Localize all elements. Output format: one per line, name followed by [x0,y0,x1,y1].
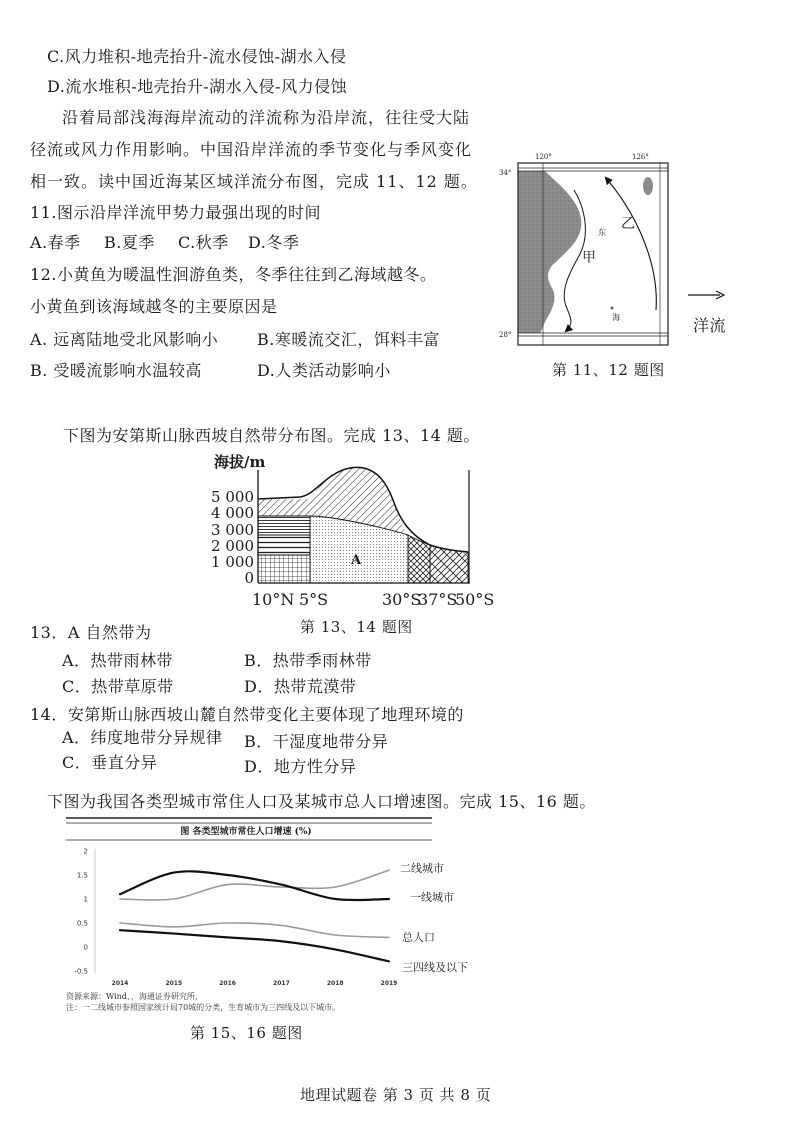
land-area [518,171,581,333]
q12-stem-line-1: 12.小黄鱼为暖温性洄游鱼类，冬季往往到乙海域越冬。 [30,265,437,284]
q13-option-b: B．热带季雨林带 [244,651,372,670]
x-tick-group [112,980,398,987]
q13-option-c: C．热带草原带 [62,677,174,696]
y-tick-group [74,848,88,976]
x-tick-label: 2019 [380,980,398,987]
page-footer: 地理试题卷 第 3 页 共 8 页 [300,1086,492,1104]
q11-stem: 11.图示沿岸洋流甲势力最强出现的时间 [30,203,321,222]
x-tick-label: 2018 [326,980,344,987]
q11-option-b: B.夏季 [104,233,155,252]
series-line-3 [120,923,389,937]
x-tick-label: 2017 [273,980,290,987]
y-tick-label: 0.5 [76,919,88,928]
series-group [120,870,389,961]
lat-label-bottom: 28° [499,331,512,339]
intro-11-12-line-2: 径流或风力作用影响。中国沿岸洋流的季节变化与季风变化 [30,140,473,159]
q12-option-a: A. 远离陆地受北风影响小 [30,330,219,349]
q14-stem: 14．安第斯山脉西坡山麓自然带变化主要体现了地理环境的 [30,705,464,724]
y-tick-label: 1 [83,895,88,904]
q12-option-b: B.寒暖流交汇，饵料丰富 [257,330,440,349]
x-label-37s: 37°S [418,590,458,609]
x-tick-label: 2016 [219,980,236,987]
zone-left-top [258,499,310,516]
q10-option-c: C.风力堆积-地壳抬升-流水侵蚀-湖水入侵 [47,47,347,66]
y-axis-label: 海拔/m [214,453,266,471]
q12-option-c: B. 受暖流影响水温较高 [30,361,202,380]
y-tick-label: 0 [83,943,88,952]
q12-option-d: D.人类活动影响小 [257,361,391,380]
warm-current-arrow [606,178,656,310]
intro-15-16: 下图为我国各类型城市常住人口及某城市总人口增速图。完成 15、16 题。 [47,792,596,811]
sea-label-1: 东 [598,228,606,237]
zone-left-bottom [258,555,310,583]
y-tick-1000: 1 000 [211,553,254,571]
chart-source: 资源来源：Wind、，海通证券研究所， [66,992,203,1001]
q14-option-a: A．纬度地带分异规律 [62,728,223,747]
lon-label-left: 120° [535,153,552,161]
y-tick-0: 0 [244,569,254,587]
label-jia: 甲 [582,250,596,266]
y-tick-label: 2 [83,847,88,856]
legend-label: 洋流 [693,316,727,335]
intro-13-14: 下图为安第斯山脉西坡自然带分布图。完成 13、14 题。 [63,426,480,445]
y-tick-4000: 4 000 [211,504,254,522]
q12-stem-line-2: 小黄鱼到该海域越冬的主要原因是 [30,297,278,316]
y-tick-label: 1.5 [76,871,88,880]
chart-title: 图 各类型城市常住人口增速 (%) [180,827,312,837]
series-line-4 [120,930,389,961]
y-tick-2000: 2 000 [211,537,254,555]
series-label-total: 总人口 [402,931,435,944]
x-tick-label: 2014 [111,980,129,987]
intro-11-12-line-3: 相一致。读中国近海某区域洋流分布图，完成 11、12 题。 [30,172,478,191]
q13-option-a: A．热带雨林带 [62,651,174,670]
q13-option-d: D．热带荒漠带 [244,677,357,696]
y-tick-3000: 3 000 [211,521,254,539]
series-line-1 [120,870,389,900]
figure-13-14-caption: 第 13、14 题图 [300,618,413,636]
island [643,177,653,195]
series-label-third-fourth-tier: 三四线及以下 [402,961,468,974]
q14-option-d: D．地方性分异 [244,757,357,776]
q11-option-a: A.春季 [30,233,81,252]
y-tick-5000: 5 000 [211,488,254,506]
q10-option-d: D.流水堆积-地壳抬升-湖水入侵-风力侵蚀 [47,77,348,96]
zone-left-middle [258,535,310,555]
lat-label-top: 34° [499,169,512,177]
q13-stem: 13．A 自然带为 [30,623,152,642]
y-tick-label: -0.5 [74,967,88,976]
series-label-second-tier: 二线城市 [400,862,444,875]
x-label-10n: 10°N [252,590,295,609]
x-label-50s: 50°S [455,590,495,609]
q14-option-b: B．干湿度地带分异 [244,732,389,751]
q14-option-c: C．垂直分异 [62,753,158,772]
legend-current-arrow-icon [684,288,728,302]
andes-zone-diagram [200,445,510,615]
small-island [611,307,614,310]
population-growth-chart [60,812,480,992]
q11-option-c: C.秋季 [178,233,229,252]
series-label-first-tier: 一线城市 [410,891,454,904]
lon-label-right: 126° [632,153,649,161]
figure-15-16-caption: 第 15、16 题图 [190,1024,303,1042]
x-label-5s: 5°S [299,590,329,609]
sea-label-2: 海 [612,313,620,322]
q11-option-d: D.冬季 [248,233,300,252]
label-yi: 乙 [621,216,635,232]
ocean-current-map [495,145,675,355]
zone-a-label: A [351,553,362,568]
intro-11-12-line-1: 沿着局部浅海海岸流动的洋流称为沿岸流，往往受大陆 [62,108,471,127]
figure-11-12-caption: 第 11、12 题图 [552,361,665,379]
zone-left-upper [258,516,310,535]
zone-right-1 [408,535,430,583]
x-label-30s: 30°S [382,590,422,609]
chart-note: 注：一二线城市参照国家统计局70城的分类，生育城市为三四线及以下城市。 [66,1003,341,1012]
x-tick-label: 2015 [165,980,183,987]
